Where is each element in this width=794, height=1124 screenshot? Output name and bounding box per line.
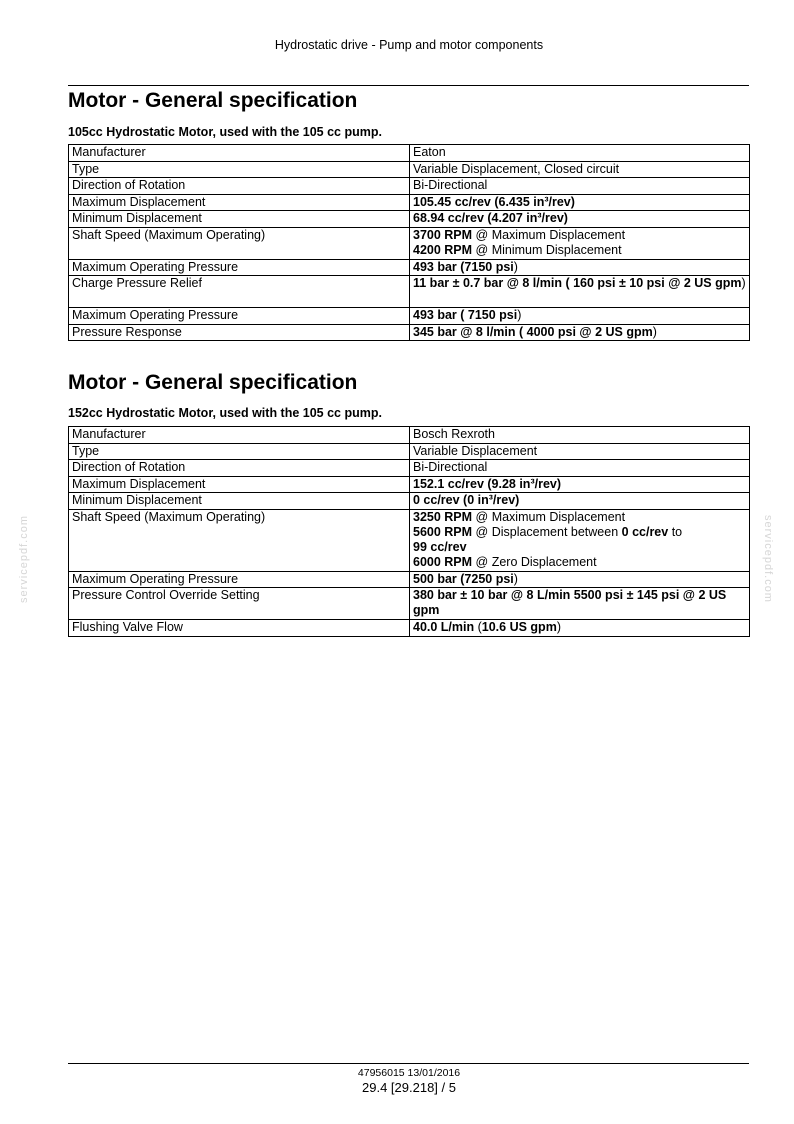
spec-value-text: ): [652, 324, 657, 339]
spec-row: [69, 460, 750, 477]
spec-value-text: 6000 RPM: [413, 554, 473, 569]
spec-row: [69, 443, 750, 460]
spec-row: [69, 620, 750, 637]
spec-table: [68, 144, 750, 341]
spec-value: [410, 427, 750, 444]
spec-label: Pressure Control Override Setting: [69, 588, 410, 620]
spec-label: Manufacturer: [69, 145, 410, 162]
spec-label: Maximum Displacement: [69, 476, 410, 493]
spec-value: [410, 194, 750, 211]
spec-value-text: 11 bar ± 0.7 bar @ 8 l/min ( 160 psi ± 10 psi @ 2 US gpm: [413, 276, 742, 290]
spec-value-text: 105.45 cc/rev (6.435 in³/rev): [413, 194, 575, 209]
spec-value: [410, 460, 750, 477]
spec-value-text: 3250 RPM: [413, 509, 473, 524]
spec-value-text: (: [474, 620, 482, 634]
spec-value: [410, 443, 750, 460]
spec-value-text: @ Minimum Displacement: [472, 242, 622, 257]
spec-label: Maximum Operating Pressure: [69, 259, 410, 276]
spec-value-text: Bosch Rexroth: [413, 427, 495, 441]
spec-value-text: Bi-Directional: [413, 460, 488, 474]
spec-row: [69, 227, 750, 259]
spec-row: [69, 427, 750, 444]
watermark: servicepdf.com: [762, 515, 774, 603]
spec-value: [410, 211, 750, 228]
spec-table: [68, 426, 750, 637]
spec-row: [69, 145, 750, 162]
spec-label: Manufacturer: [69, 427, 410, 444]
spec-row: [69, 493, 750, 510]
spec-value-text: @ Maximum Displacement: [472, 227, 626, 242]
section-subtitle: 152cc Hydrostatic Motor, used with the 105 cc pump.: [68, 406, 382, 420]
spec-value-text: 0 cc/rev (0 in³/rev): [413, 493, 520, 507]
spec-label: Type: [69, 161, 410, 178]
spec-row: [69, 588, 750, 620]
spec-value-text: ): [517, 308, 522, 322]
footer-doc-id: 47956015 13/01/2016: [357, 1067, 461, 1079]
spec-value: [410, 161, 750, 178]
spec-value: [410, 620, 750, 637]
spec-value-text: 152.1 cc/rev (9.28 in³/rev): [413, 476, 562, 491]
spec-value: [410, 509, 750, 571]
spec-value-text: Bi-Directional: [413, 178, 488, 192]
spec-value: [410, 476, 750, 493]
spec-value: [410, 493, 750, 510]
spec-value-text: 500 bar (7250 psi: [413, 571, 514, 586]
spec-value: [410, 276, 750, 308]
spec-value: [410, 259, 750, 276]
spec-value-text: Variable Displacement, Closed circuit: [413, 161, 620, 176]
spec-value: [410, 588, 750, 620]
header-divider: [68, 85, 749, 86]
spec-label: Charge Pressure Relief: [69, 276, 410, 308]
watermark: servicepdf.com: [18, 515, 30, 603]
spec-value-text: @ Zero Displacement: [472, 554, 597, 569]
spec-value: [410, 178, 750, 195]
spec-value-text: 10.6 US gpm: [481, 620, 557, 634]
spec-value: [410, 227, 750, 259]
spec-row: [69, 161, 750, 178]
spec-row: [69, 509, 750, 571]
spec-value-text: 0 cc/rev: [621, 524, 669, 539]
spec-row: [69, 571, 750, 588]
spec-label: Minimum Displacement: [69, 493, 410, 510]
spec-value: [410, 145, 750, 162]
spec-value-text: to: [668, 524, 683, 539]
spec-row: [69, 308, 750, 325]
spec-value-text: 68.94 cc/rev (4.207 in³/rev): [413, 211, 568, 225]
spec-value-text: 380 bar ± 10 bar @ 8 L/min 5500 psi ± 145 psi @ 2 US gpm: [413, 588, 727, 617]
spec-value-text: 3700 RPM: [413, 227, 473, 242]
spec-value-text: ): [513, 571, 518, 586]
spec-label: Direction of Rotation: [69, 460, 410, 477]
spec-value-text: ): [556, 620, 561, 634]
spec-row: [69, 476, 750, 493]
spec-label: Pressure Response: [69, 324, 410, 341]
spec-value: [410, 324, 750, 341]
spec-label: Type: [69, 443, 410, 460]
spec-label: Minimum Displacement: [69, 211, 410, 228]
spec-label: Shaft Speed (Maximum Operating): [69, 227, 410, 259]
footer-page-number: 29.4 [29.218] / 5: [362, 1080, 456, 1095]
section-title: Motor - General specification: [68, 371, 358, 394]
spec-value-text: 493 bar (7150 psi: [413, 259, 514, 274]
spec-row: [69, 178, 750, 195]
spec-label: Maximum Displacement: [69, 194, 410, 211]
spec-value-text: @ Displacement between: [472, 524, 622, 539]
section-title: Motor - General specification: [68, 89, 358, 112]
spec-value-text: 99 cc/rev: [413, 539, 467, 554]
spec-value-text: 40.0 L/min: [413, 620, 475, 634]
spec-value-text: @ Maximum Displacement: [472, 509, 626, 524]
spec-label: Direction of Rotation: [69, 178, 410, 195]
spec-row: [69, 276, 750, 308]
spec-label: Shaft Speed (Maximum Operating): [69, 509, 410, 571]
spec-value-text: 345 bar @ 8 l/min ( 4000 psi @ 2 US gpm: [413, 324, 653, 339]
section-subtitle: 105cc Hydrostatic Motor, used with the 105 cc pump.: [68, 125, 382, 139]
spec-value-text: 4200 RPM: [413, 242, 473, 257]
spec-value-text: Eaton: [413, 145, 446, 159]
spec-value-text: ): [741, 276, 746, 290]
spec-value: [410, 308, 750, 325]
spec-value-text: Variable Displacement: [413, 443, 538, 458]
spec-row: [69, 259, 750, 276]
spec-row: [69, 211, 750, 228]
footer-divider: [68, 1063, 749, 1064]
spec-row: [69, 324, 750, 341]
spec-label: Maximum Operating Pressure: [69, 308, 410, 325]
running-header: Hydrostatic drive - Pump and motor components: [274, 38, 544, 52]
spec-value: [410, 571, 750, 588]
spec-value-text: ): [513, 259, 518, 274]
spec-label: Flushing Valve Flow: [69, 620, 410, 637]
spec-label: Maximum Operating Pressure: [69, 571, 410, 588]
spec-value-text: 5600 RPM: [413, 524, 473, 539]
spec-value-text: 493 bar ( 7150 psi: [413, 308, 518, 322]
spec-row: [69, 194, 750, 211]
